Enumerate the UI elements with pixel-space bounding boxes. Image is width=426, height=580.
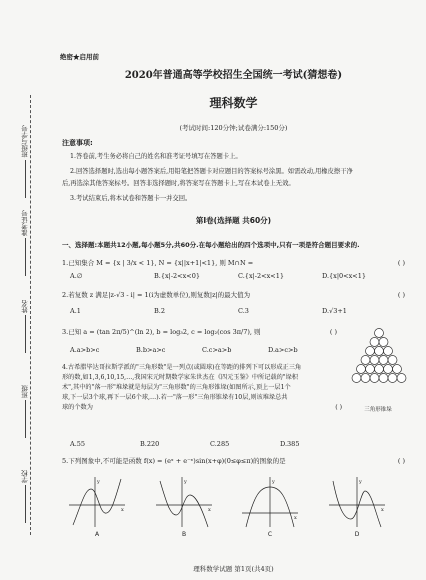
svg-text:y: y xyxy=(184,479,187,485)
note-item: 3.考试结束后,将本试卷和答题卡一并交回。 xyxy=(70,195,192,202)
option-a: A.a>b>c xyxy=(70,346,100,354)
svg-text:x: x xyxy=(294,515,297,521)
svg-text:y: y xyxy=(359,479,362,485)
option-a: A.1 xyxy=(70,307,81,315)
question-2-options xyxy=(70,307,410,315)
option-c: C.{x|-2<x<1} xyxy=(238,272,284,280)
svg-text:x: x xyxy=(208,507,211,513)
answer-bracket: ( ) xyxy=(397,291,405,299)
svg-text:x: x xyxy=(381,507,384,513)
note-item: 1.答卷前,考生务必将自己的姓名和准考证号填写在答题卡上。 xyxy=(70,153,242,160)
option-c: C.3 xyxy=(238,307,249,315)
answer-bracket: ( ) xyxy=(397,259,405,267)
option-c: C.c>a>b xyxy=(202,346,232,354)
option-a: A.55 xyxy=(70,440,86,448)
option-b: B.2 xyxy=(154,307,165,315)
secret-mark: 绝密★启用前 xyxy=(60,53,99,61)
answer-bracket: ( ) xyxy=(329,328,337,336)
question-stem: 2.若复数 z 满足|z-√3 - i| = 1(i为虚数单位),则复数|z|的最大值为 xyxy=(62,291,251,299)
binding-field-school: 学校 xyxy=(10,470,40,523)
graph-label-d: D xyxy=(354,531,360,538)
graph-c xyxy=(240,475,300,530)
option-b: B.{x|-2<x<0} xyxy=(154,272,200,280)
option-c: C.285 xyxy=(210,440,230,448)
question-stem-line: 4.古希腊毕达哥拉斯学派的"三角形数"是一列点(或圆球)在等距的排列下可以形成正三角 xyxy=(62,364,302,371)
binding-field-class: 班级 xyxy=(10,385,40,438)
option-d: D.a>c>b xyxy=(268,346,298,354)
option-a: A.∅ xyxy=(70,272,83,280)
question-stem: 1.已知集合 M = {x | 3/x < 1}, N = {x||x+1|<1}, 则 M∩N = xyxy=(62,259,254,267)
question-4-options xyxy=(70,440,410,448)
option-b: B.220 xyxy=(140,440,160,448)
question-1-options xyxy=(70,272,410,280)
question-2 xyxy=(62,290,407,300)
svg-text:y: y xyxy=(97,479,100,485)
note-item: 后,再选涂其他答案标号。回答非选择题时,将答案写在答题卡上,写在本试卷上无效。 xyxy=(62,180,295,187)
option-b: B.b>a>c xyxy=(136,346,166,354)
question-stem-line: 形的数,如1,3,6,10,15,…,我国宋元时期数学家朱世杰在《四元玉鉴》中所记载的"垛积 xyxy=(62,374,298,381)
answer-bracket: ( ) xyxy=(335,404,342,411)
question-4 xyxy=(62,363,342,413)
note-item: 2.回答选择题时,选出每小题答案后,用铅笔把答题卡对应题目的答案标号涂黑。如需改动,用橡皮擦干净 xyxy=(70,168,353,175)
option-d: D.√3+1 xyxy=(322,307,347,315)
option-d: D.{x|0<x<1} xyxy=(322,272,367,280)
graph-a xyxy=(67,475,127,530)
svg-text:y: y xyxy=(272,479,275,485)
graph-d xyxy=(327,475,387,530)
page-footer: 理科数学试题 第1页(共4页) xyxy=(193,565,274,573)
graph-label-a: A xyxy=(94,531,100,538)
question-stem: 5.下列图象中,不可能是函数 f(x) = (eˣ + e⁻ˣ)sin(x+φ)(0≤φ≤π)的图象的是 xyxy=(62,457,286,465)
exam-title: 2020年普通高等学校招生全国统一考试(猜想卷) xyxy=(124,70,343,81)
question-stem-line: 球的个数为 xyxy=(62,404,93,411)
binding-field-name: 姓名 xyxy=(10,300,40,353)
graph-label-b: B xyxy=(181,531,187,538)
binding-field-class-number: 班级与学号 xyxy=(10,125,40,198)
question-stem-line: 球,下一层3个球,再下一层6个球,…).若一"落一形"三角形锥垛有10层,则该堆垛总共 xyxy=(62,394,288,401)
function-graphs xyxy=(62,475,407,540)
answer-bracket: ( ) xyxy=(397,457,405,465)
time-info: (考试时间:120分钟;试卷满分:150分) xyxy=(179,124,288,132)
section-title: 第Ⅰ卷(选择题 共60分) xyxy=(195,216,272,225)
binding-margin xyxy=(8,95,46,535)
part-one-instructions: 一、选择题:本题共12小题,每小题5分,共60分.在每小题给出的四个选项中,只有一项是符合题目要求的. xyxy=(62,241,360,249)
binding-field-ticket: 准考证号 xyxy=(10,210,40,276)
subject-title: 理科数学 xyxy=(209,96,258,110)
graph-b xyxy=(154,475,214,530)
question-5 xyxy=(62,456,407,466)
question-stem-line: 术",其中的"落一形"堆垛就是每层为"三角形数"的三角形锥垛(如图所示,顶上一层1个 xyxy=(62,384,291,391)
question-1 xyxy=(62,258,407,268)
question-stem: 3.已知 a = (tan 2π/5)^(ln 2), b = log₃2, c = log₂(cos 3π/7), 则 xyxy=(62,328,261,336)
option-d: D.385 xyxy=(280,440,300,448)
graph-label-c: C xyxy=(267,531,273,538)
pyramid-figure xyxy=(349,325,409,400)
pyramid-caption: 三角形锥垛 xyxy=(364,407,392,413)
notes-title: 注意事项: xyxy=(62,139,93,147)
svg-text:x: x xyxy=(121,507,124,513)
